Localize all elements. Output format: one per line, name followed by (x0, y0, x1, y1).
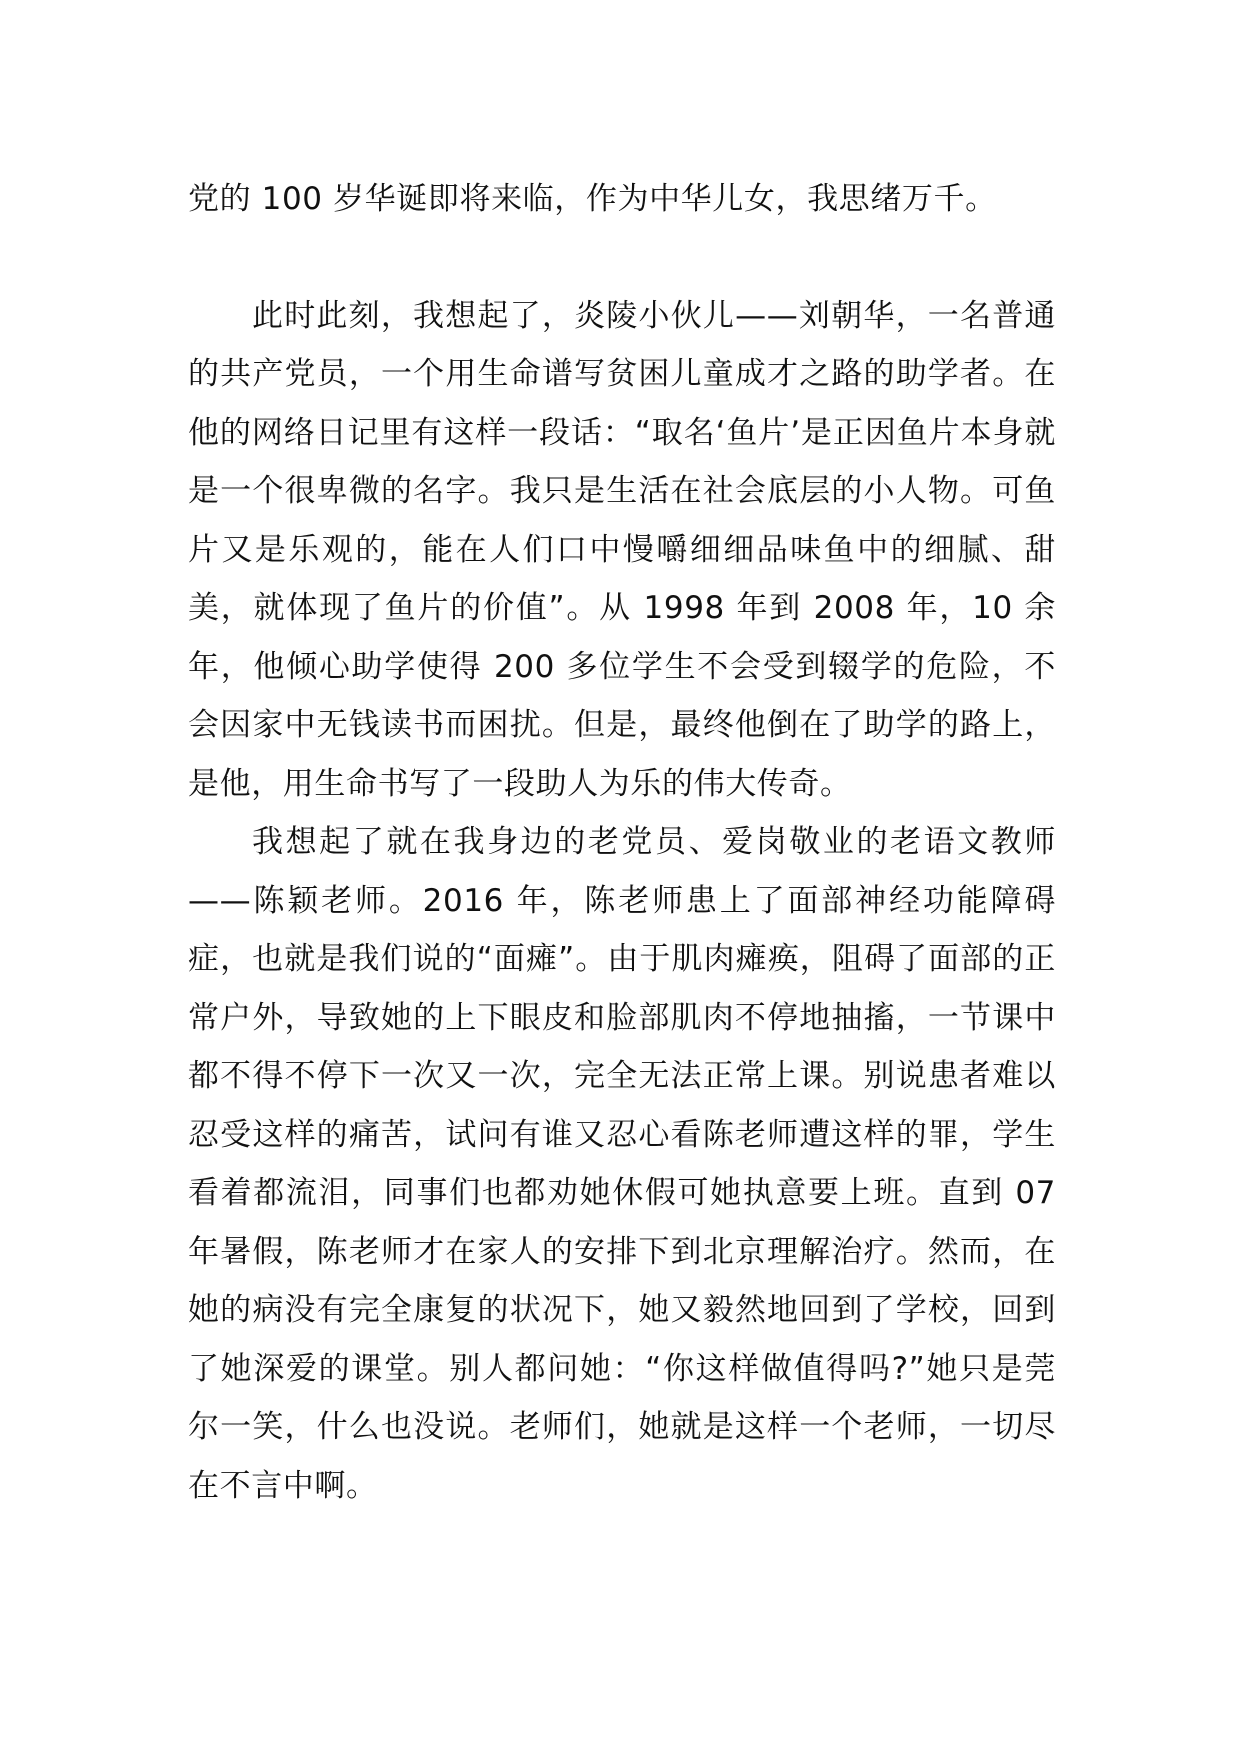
document-body (188, 170, 1056, 1515)
paragraph-chen-ying: 我想起了就在我身边的老党员、爱岗敬业的老语文教师——陈颖老师。2016 年，陈老师患上了面部神经功能障碍症，也就是我们说的“面瘫”。由于肌肉瘫痪，阻碍了面部的正常户外，导致她的上下眼皮和脸部肌肉不停地抽搐，一节课中都不得不停下一次又一次，完全无法正常上课。别说患者难以忍受这样的痛苦，试问有谁又忍心看陈老师遭这样的罪，学生看着都流泪，同事们也都劝她休假可她执意要上班。直到 07 年暑假，陈老师才在家人的安排下到北京理解治疗。然而，在她的病没有完全康复的状况下，她又毅然地回到了学校，回到了她深爱的课堂。别人都问她：“你这样做值得吗?”她只是莞尔一笑，什么也没说。老师们，她就是这样一个老师，一切尽在不言中啊。 (188, 824, 1056, 1504)
paragraph-opening: 党的 100 岁华诞即将来临，作为中华儿女，我思绪万千。 (188, 181, 997, 217)
paragraph-liu-chaohua: 此时此刻，我想起了，炎陵小伙儿——刘朝华，一名普通的共产党员，一个用生命谱写贫困儿童成才之路的助学者。在他的网络日记里有这样一段话：“取名‘鱼片’是正因鱼片本身就是一个很卑微的名字。我只是生活在社会底层的小人物。可鱼片又是乐观的，能在人们口中慢嚼细细品味鱼中的细腻、甜美，就体现了鱼片的价值”。从 1998 年到 2008 年，10 余年，他倾心助学使得 200 多位学生不会受到辍学的危险，不会因家中无钱读书而困扰。但是，最终他倒在了助学的路上，是他，用生命书写了一段助人为乐的伟大传奇。 (188, 297, 1056, 802)
